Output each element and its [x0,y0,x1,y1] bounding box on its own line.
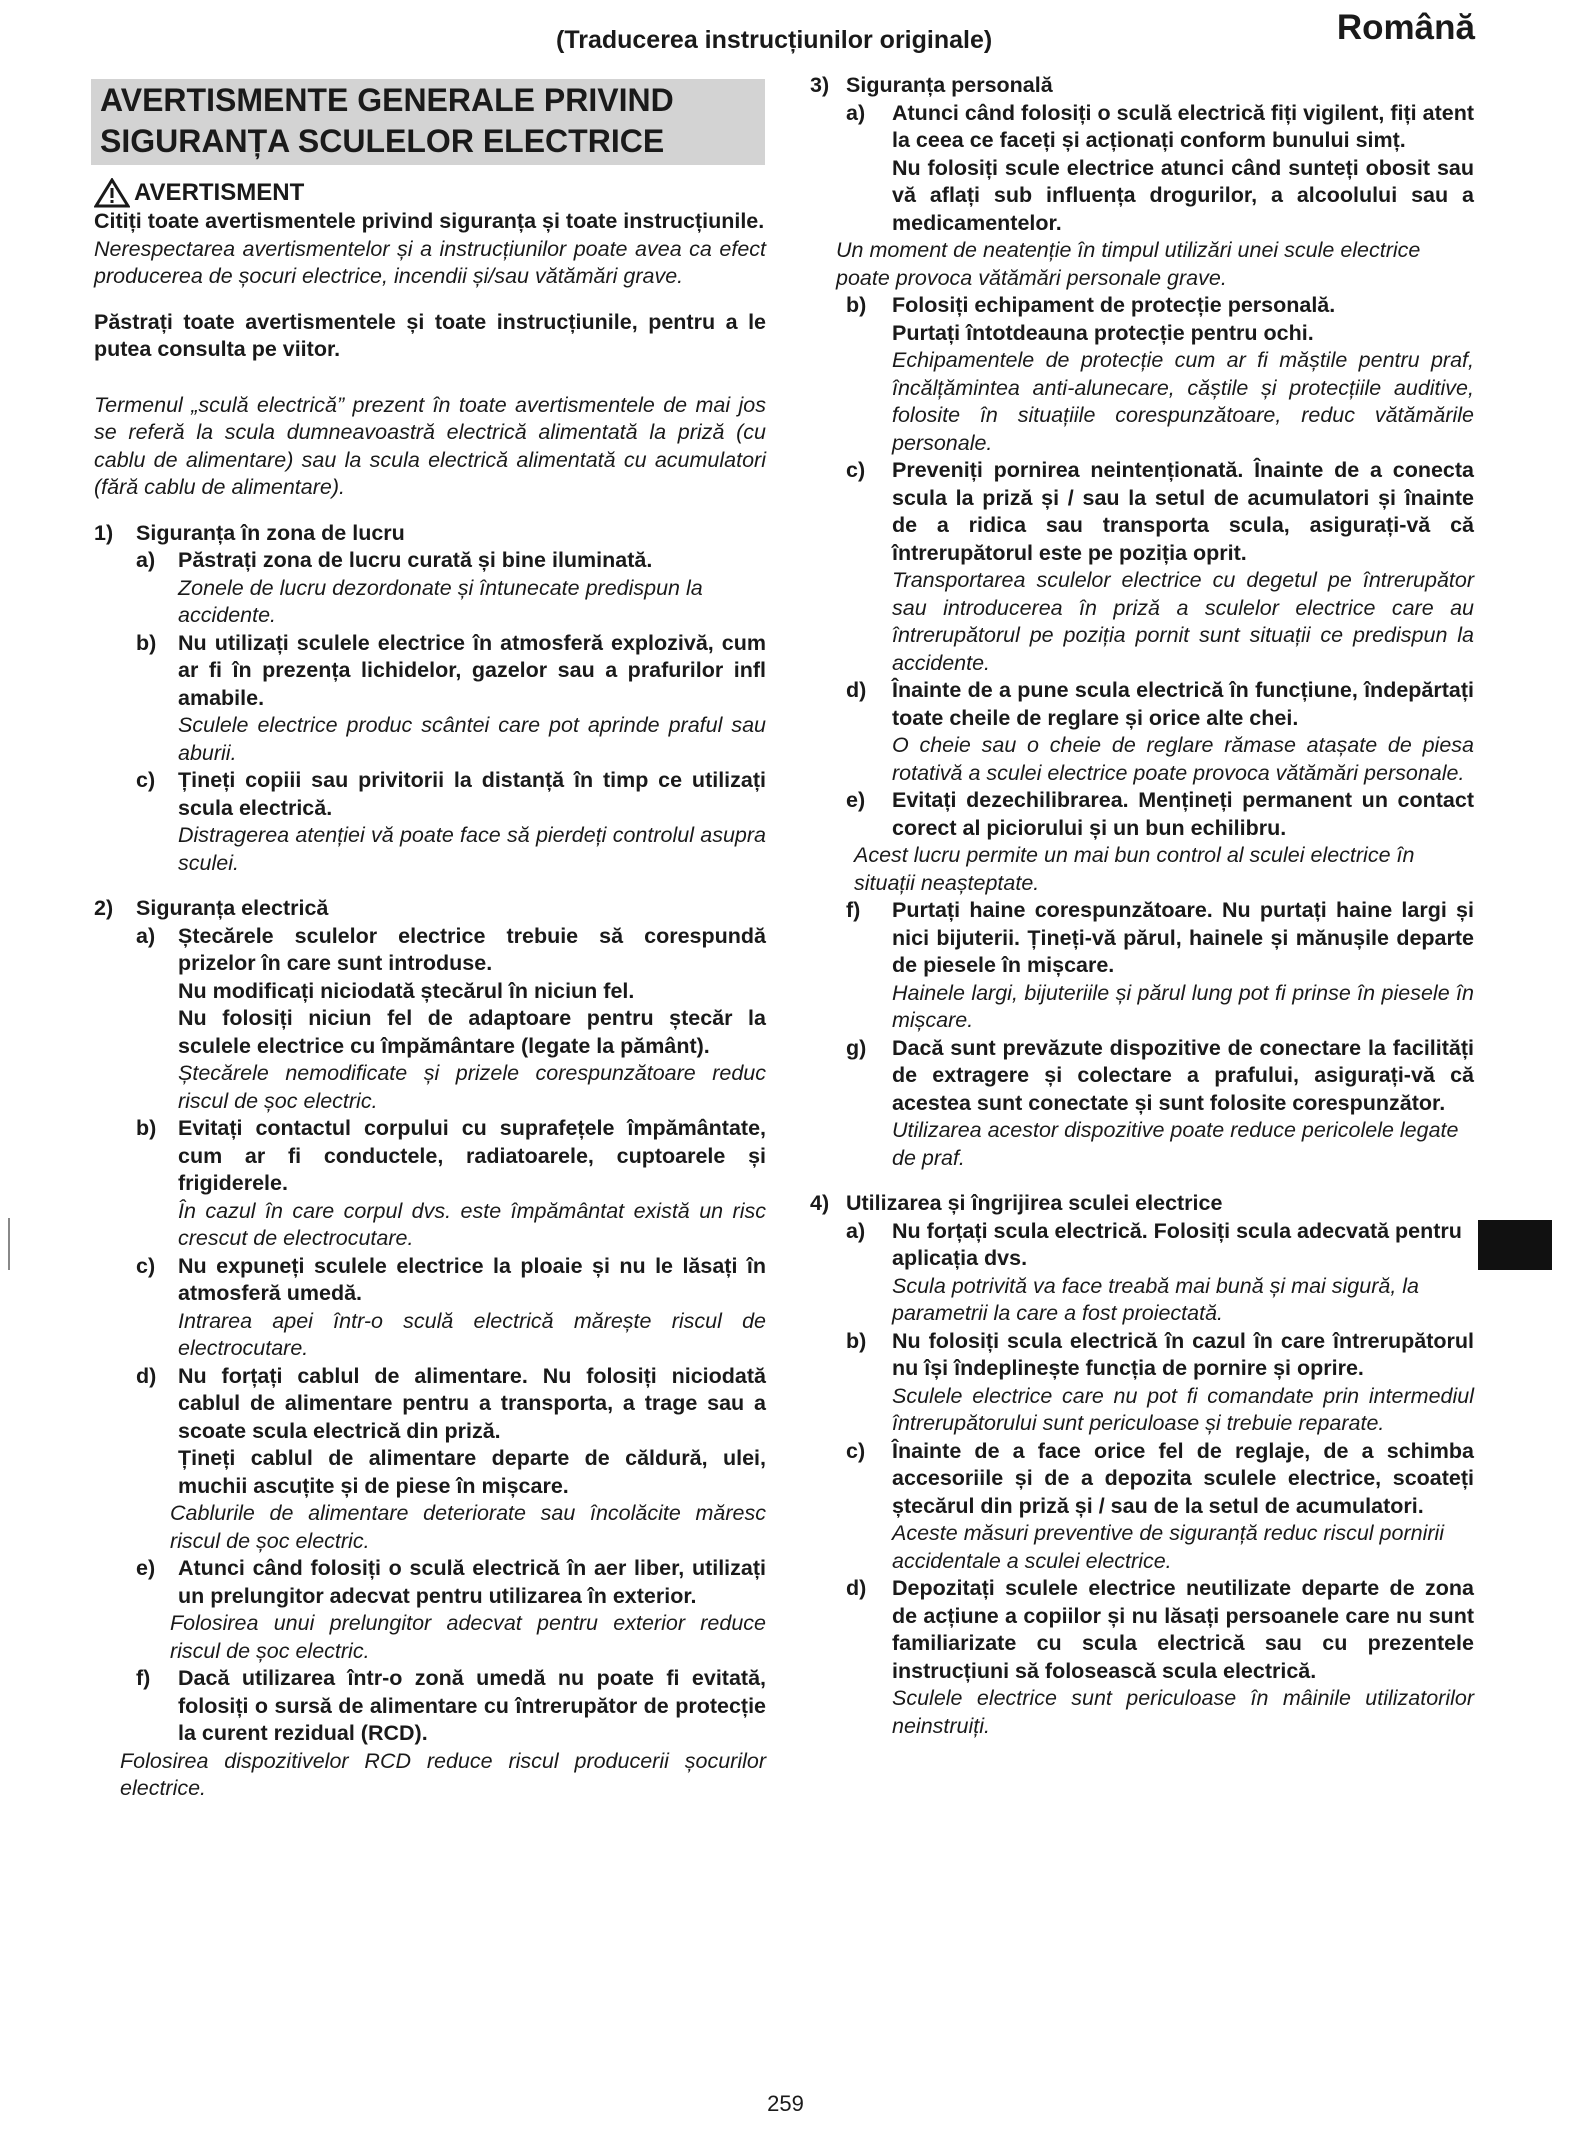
warning-triangle-icon [94,178,130,208]
item-letter: c) [136,1253,156,1278]
section-number: 3) [810,73,830,97]
item-letter: b) [846,1328,867,1353]
item-instruction: Nu folosiți scula electrică în cazul în care întrerupătorul nu își îndeplinește funcția de pornire și oprire. [892,1328,1474,1380]
translation-note: (Traducerea instrucțiunilor originale) [556,26,993,54]
item-instruction: Atunci când folosiți o sculă electrică în aer liber, utilizați un prelungitor adecvat pentru utilizarea în exterior. [178,1556,766,1608]
item-instruction-extra: Nu modificați niciodată ștecărul în niciun fel. [178,978,635,1003]
title-line-1: AVERTISMENTE GENERALE PRIVIND [100,82,674,118]
list-item [94,767,766,822]
item-note: O cheie sau o cheie de reglare rămase atașate de piesa rotativă a sculei electrice poate provoca vătămări personale. [892,733,1474,785]
item-letter: c) [846,458,866,482]
item-note: Sculele electrice sunt periculoase în mâinile utilizatorilor neinstruiți. [892,1686,1474,1738]
section-title: Siguranța electrică [136,896,329,920]
item-letter: d) [846,1576,867,1600]
item-instruction-extra: Purtați întotdeauna protecție pentru ochi. [892,320,1314,345]
item-letter: b) [136,630,157,655]
section-title: Siguranța în zona de lucru [136,520,405,545]
right-column [810,72,1474,1740]
item-letter: c) [136,768,156,792]
list-item [810,1035,1474,1118]
item-letter: a) [136,923,156,948]
item-note: Sculele electrice care nu pot fi comandate prin intermediul întrerupătorului sunt periculoase și trebuie reparate. [892,1383,1474,1435]
item-letter: f) [136,1666,151,1690]
item-instruction: Ștecărele sculelor electrice trebuie să corespundă prizelor în care sunt introduse. [178,923,766,975]
left-column [94,178,766,1803]
item-instruction: Evitați dezechilibrarea. Mențineți permanent un contact corect al piciorului și un bun echilibru. [892,788,1474,840]
item-instruction: Evitați contactul corpului cu suprafețele împământate, cum ar fi conductele, radiatoarele, cuptoarele și frigiderele. [178,1116,766,1195]
section-2-heading [94,895,766,923]
list-item [94,1555,766,1610]
item-letter: a) [846,1218,866,1243]
item-instruction: Atunci când folosiți o sculă electrică fiți vigilent, fiți atent la ceea ce faceți și acționați conform bunului simț. [892,100,1474,152]
item-note: Aceste măsuri preventive de siguranță reduc riscul pornirii accidentale a sculei electrice. [892,1521,1445,1573]
keep-instructions: Păstrați toate avertismentele și toate instrucțiunile, pentru a le putea consulta pe viitor. [94,309,766,361]
item-note: Hainele largi, bijuteriile și părul lung pot fi prinse în piesele în mișcare. [892,980,1474,1032]
item-note: Transportarea sculelor electrice cu degetul pe întrerupător sau introducerea în priză a sculelor electrice care au întrerupătorul pe poziția pornit sunt situații ce predispun la accidente. [892,568,1474,675]
title-line-2: SIGURANȚA SCULELOR ELECTRICE [100,123,665,159]
warning-heading [94,178,766,208]
list-item [810,100,1474,155]
item-instruction: Țineți copiii sau privitorii la distanță în timp ce utilizați scula electrică. [178,768,766,820]
section-title: Siguranța personală [846,73,1053,97]
item-letter: c) [846,1438,866,1463]
non-compliance-note: Nerespectarea avertismentelor și a instrucțiunilor poate avea ca efect producerea de șocuri electrice, incendii și/sau vătămări grave. [94,236,766,288]
item-note: În cazul în care corpul dvs. este împământat există un risc crescut de electrocutare. [178,1198,766,1250]
item-instruction: Nu forțați scula electrică. Folosiți scula adecvată pentru aplicația dvs. [892,1218,1462,1270]
section-title: Utilizarea și îngrijirea sculei electrice [846,1191,1223,1215]
item-letter: a) [846,100,866,125]
item-letter: d) [846,678,867,702]
item-note: Folosirea unui prelungitor adecvat pentru exterior reduce riscul de șoc electric. [170,1611,766,1663]
list-item [94,1363,766,1446]
item-instruction-extra: Nu folosiți niciun fel de adaptoare pentru ștecăr la sculele electrice cu împământare (legate la pământ). [178,1006,766,1058]
section-1-heading [94,520,766,548]
list-item [810,1328,1474,1383]
list-item [94,1665,766,1748]
item-instruction: Păstrați zona de lucru curată și bine iluminată. [178,548,653,572]
list-item [810,1438,1474,1521]
list-item [94,923,766,978]
item-letter: a) [136,548,156,572]
item-instruction: Depozitați sculele electrice neutilizate departe de zona de acțiune a copiilor și nu lăsați persoanele care nu sunt familiarizate cu scula electrică sau cu prezentele instrucțiuni să folosească scula electrică. [892,1576,1474,1683]
read-all-warnings: Citiți toate avertismentele privind siguranța și toate instrucțiunile. [94,209,765,233]
page-title [91,79,765,165]
item-note: Echipamentele de protecție cum ar fi măștile pentru praf, încălțămintea anti-alunecare, căștile și protecțiile auditive, folosite în situațiile corespunzătoare, reduc vătămările personale. [892,348,1474,455]
list-item [810,787,1474,842]
section-number: 2) [94,896,114,920]
item-note: Utilizarea acestor dispozitive poate reduce pericolele legate de praf. [892,1118,1459,1170]
item-note: Acest lucru permite un mai bun control al sculei electrice în situații neașteptate. [854,843,1415,895]
item-instruction: Preveniți pornirea neintenționată. Înainte de a conecta scula la priză și / sau la setul de acumulatori și înainte de a ridica sau transporta scula, asigurați-vă că întrerupătorul este pe poziția oprit. [892,458,1474,565]
list-item [94,547,766,575]
item-instruction: Nu utilizați sculele electrice în atmosferă explozivă, cum ar fi în prezența lichidelor, gazelor sau a prafurilor infl amabile. [178,630,766,710]
item-instruction: Înainte de a pune scula electrică în funcțiune, îndepărtați toate cheile de reglare și orice alte chei. [892,678,1474,730]
term-definition: Termenul „sculă electrică” prezent în toate avertismentele de mai jos se referă la scula dumneavoastră electrică alimentată la priză (cu cablu de alimentare) sau la scula electrică alimentată cu acumulatori (fără cablu de alimentare). [94,392,766,499]
item-letter: b) [136,1116,157,1140]
section-3-heading [810,72,1474,100]
item-instruction: Nu forțați cablul de alimentare. Nu folosiți niciodată cablul de alimentare pentru a transporta, a trage sau a scoate scula electrică din priză. [178,1363,766,1443]
item-note: Cablurile de alimentare deteriorate sau încolăcite măresc riscul de șoc electric. [170,1501,766,1553]
warning-label: AVERTISMENT [134,179,305,207]
section-number: 4) [810,1191,830,1215]
list-item [94,630,766,713]
list-item [810,1218,1474,1273]
item-letter: b) [846,293,867,317]
margin-mark [8,1218,10,1270]
language-label: Română [1336,8,1475,47]
item-note: Ștecărele nemodificate și prizele corespunzătoare reduc riscul de șoc electric. [178,1061,766,1113]
list-item [810,677,1474,732]
item-instruction-extra: Țineți cablul de alimentare departe de căldură, ulei, muchii ascuțite și de piese în mișcare. [178,1446,766,1498]
list-item [94,1253,766,1308]
list-item [810,1575,1474,1685]
page-number: 259 [767,2091,804,2116]
item-letter: f) [846,898,861,922]
item-instruction: Înainte de a face orice fel de reglaje, de a schimba accesoriile și de a depozita sculele electrice, scoateți ștecărul din priză și / sau de la setul de acumulatori. [892,1438,1474,1518]
item-letter: g) [846,1035,867,1060]
section-number: 1) [94,520,114,545]
item-instruction: Purtați haine corespunzătoare. Nu purtați haine largi și nici bijuterii. Țineți-vă părul, hainele și mănușile departe de piesele în mișcare. [892,898,1474,977]
item-instruction: Dacă sunt prevăzute dispozitive de conectare la facilități de extragere și colectare a prafului, asigurați-vă că acestea sunt conectate și sunt folosite corespunzător. [892,1035,1474,1115]
language-thumb-tab [1478,1220,1552,1270]
list-item [810,457,1474,567]
item-letter: d) [136,1363,157,1388]
item-note: Un moment de neatenție în timpul utilizări unei scule electrice poate provoca vătămări personale grave. [836,238,1421,290]
section-4-heading [810,1190,1474,1218]
item-note: Distragerea atenției vă poate face să pierdeți controlul asupra sculei. [178,823,766,875]
item-instruction-extra: Nu folosiți scule electrice atunci când sunteți obosit sau vă aflați sub influența drogurilor, a alcoolului sau a medicamentelor. [892,155,1474,235]
item-note: Intrarea apei într-o sculă electrică mărește riscul de electrocutare. [178,1308,766,1360]
list-item [810,897,1474,980]
item-note: Zonele de lucru dezordonate și întunecate predispun la accidente. [178,575,703,627]
item-letter: e) [136,1556,156,1580]
item-instruction: Folosiți echipament de protecție personală. [892,293,1336,317]
item-note: Folosirea dispozitivelor RCD reduce riscul producerii șocurilor electrice. [120,1748,766,1800]
item-note: Scula potrivită va face treabă mai bună și mai sigură, la parametrii la care a fost proiectată. [892,1273,1420,1325]
list-item [810,292,1474,320]
item-note: Sculele electrice produc scântei care pot aprinde praful sau aburii. [178,713,766,765]
item-letter: e) [846,788,866,812]
list-item [94,1115,766,1198]
item-instruction: Dacă utilizarea într-o zonă umedă nu poate fi evitată, folosiți o sursă de alimentare cu întrerupător de protecție la curent rezidual (RCD). [178,1666,766,1745]
item-instruction: Nu expuneți sculele electrice la ploaie și nu le lăsați în atmosferă umedă. [178,1253,766,1305]
